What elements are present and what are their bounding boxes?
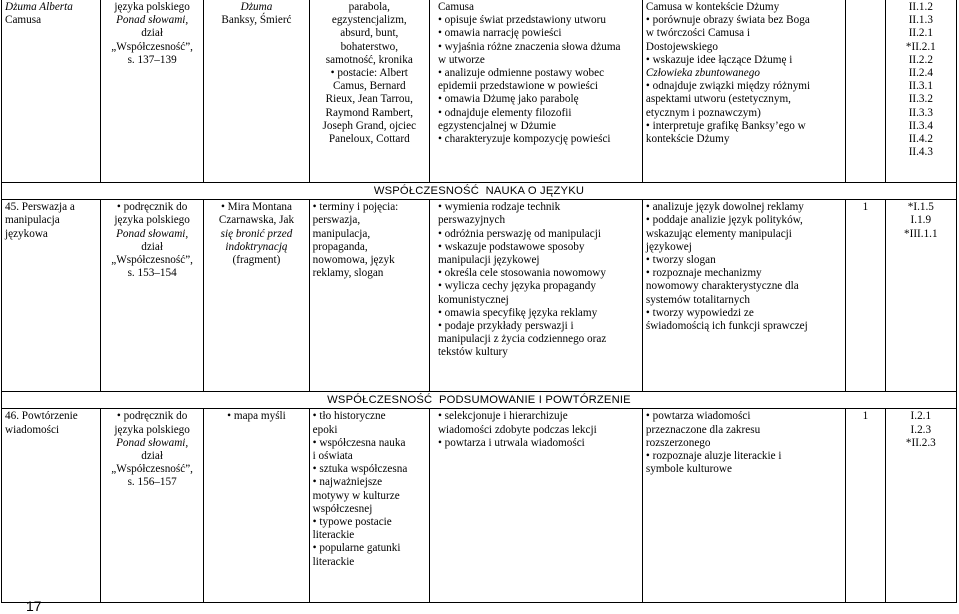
table-row (2, 200, 957, 392)
requirement-line: • omawia Dżumę jako parabolę (438, 93, 639, 106)
materials-line: • mapa myśli (207, 410, 305, 423)
materials-line: Dżuma (240, 1, 273, 13)
source-line: języka polskiego (114, 1, 190, 13)
requirement-line: • powtarza i utrwala wiadomości (438, 437, 639, 450)
terms-line: literackie (312, 529, 355, 542)
source-line: Ponad słowami, (116, 14, 189, 27)
requirement-line: wskazując elementy manipulacji (645, 227, 792, 240)
section-banner-row (2, 183, 957, 200)
requirement-line: świadomością ich funkcji sprawczej (645, 320, 808, 333)
requirement-line: manipulacji z życia codziennego oraz (437, 333, 607, 346)
lesson-title-cell (2, 409, 101, 603)
terms-line: Raymond Rambert, (325, 106, 414, 119)
requirement-line: • interpretuje grafikę Banksy’ego w (646, 120, 842, 133)
section-banner: WSPÓŁCZESNOŚĆ NAUKA O JĘZYKU (2, 183, 957, 200)
terms-line: manipulacja, (312, 227, 371, 240)
hours-cell: 1 (846, 200, 885, 392)
terms-line: reklamy, slogan (312, 267, 384, 280)
extended-requirements-cell (642, 0, 845, 183)
terms-line: • współczesna nauka (313, 437, 426, 450)
terms-line: • typowe postacie (313, 516, 426, 529)
requirement-line: nowomowy charakterystyczne dla (645, 280, 799, 293)
requirement-line: • wylicza cechy języka propagandy (438, 280, 639, 293)
source-line: • podręcznik do (104, 201, 200, 214)
source-line: • podręcznik do (104, 410, 200, 423)
materials-line: się bronić przed (220, 227, 293, 240)
code-line: II.2.4 (908, 67, 933, 80)
terms-line: Paneloux, Cottard (328, 133, 410, 146)
terms-line: • najważniejsze (313, 476, 426, 489)
hours-cell (846, 0, 885, 183)
requirement-line: • analizuje odmienne postawy wobec (438, 67, 639, 80)
requirement-line: systemów totalitarnych (645, 293, 750, 306)
basic-requirements-cell (429, 200, 642, 392)
materials-line: Czarnawska, Jak (218, 214, 295, 227)
code-line: II.4.3 (908, 146, 933, 159)
terms-line: absurd, bunt, (340, 27, 399, 40)
code-line: II.3.3 (908, 106, 933, 119)
requirement-line: • analizuje język dowolnej reklamy (646, 201, 842, 214)
terms-cell (309, 0, 429, 183)
terms-line: współczesnej (312, 502, 373, 515)
requirement-line: językowej (645, 240, 692, 253)
curriculum-table (1, 0, 957, 603)
code-line: II.3.2 (908, 93, 933, 106)
lesson-title-line: Camusa (5, 14, 42, 27)
requirement-line: • selekcjonuje i hierarchizuje (438, 410, 639, 423)
materials-cell (204, 409, 309, 603)
lesson-title-cell (2, 200, 101, 392)
requirement-line: kontekście Dżumy (645, 133, 730, 146)
source-cell (101, 409, 204, 603)
basic-requirements-cell (429, 409, 642, 603)
materials-line: indoktrynacją (225, 240, 288, 253)
terms-line: • popularne gatunki (313, 542, 426, 555)
section-banner-row (2, 392, 957, 409)
page-number: 17 (26, 598, 42, 614)
extended-requirements-cell (642, 409, 845, 603)
lesson-title-line: wiadomości (5, 423, 60, 436)
requirement-line: • wskazuje podstawowe sposoby (438, 241, 639, 254)
requirement-line: • wyjaśnia różne znaczenia słowa dżuma (438, 41, 639, 54)
source-line: dział (141, 240, 163, 253)
requirement-line: • charakteryzuje kompozycję powieści (438, 133, 639, 146)
terms-line: • terminy i pojęcia: (313, 201, 426, 214)
code-line: *III.1.1 (904, 227, 938, 240)
lesson-title-line: 46. Powtórzenie (5, 410, 78, 423)
basic-requirements-cell (429, 0, 642, 183)
lesson-title-line: Dżuma Alberta (5, 1, 73, 13)
requirement-line: • wskazuje idee łączące Dżumę i (646, 54, 842, 67)
source-line: języka polskiego (114, 423, 190, 436)
requirement-line: Camusa (437, 1, 474, 13)
source-line: s. 137–139 (127, 53, 177, 66)
lesson-title-line: językowa (5, 227, 48, 240)
requirement-line: aspektami utworu (estetycznym, (645, 93, 791, 106)
requirement-line: • wymienia rodzaje technik (438, 201, 639, 214)
terms-line: Camus, Bernard (332, 80, 406, 93)
requirement-line: • rozpoznaje mechanizmy (646, 267, 842, 280)
code-line: II.1.2 (908, 1, 933, 13)
terms-line: motywy w kulturze (312, 489, 400, 502)
requirement-line: w utworze (437, 53, 485, 66)
materials-cell (204, 0, 309, 183)
source-line: Ponad słowami, (116, 227, 189, 240)
requirement-line: • podaje przykłady perswazji i (438, 320, 639, 333)
requirement-line: • tworzy wypowiedzi ze (646, 307, 842, 320)
requirement-line: komunistycznej (437, 293, 509, 306)
curriculum-codes-cell (885, 0, 956, 183)
requirement-line: • omawia specyfikę języka reklamy (438, 307, 639, 320)
curriculum-codes-cell (885, 409, 956, 603)
lesson-title-line: 45. Perswazja a (5, 201, 75, 214)
materials-cell (204, 200, 309, 392)
code-line: II.1.3 (908, 14, 933, 27)
requirement-line: wiadomości zdobyte podczas lekcji (437, 423, 597, 436)
code-line: II.2.1 (908, 27, 933, 40)
terms-line: bohaterstwo, (340, 40, 399, 53)
requirement-line: • powtarza wiadomości (646, 410, 842, 423)
terms-line: samotność, kronika (325, 53, 413, 66)
requirement-line: • określa cele stosowania nowomowy (438, 267, 639, 280)
source-line: Ponad słowami, (116, 436, 189, 449)
materials-line: • Mira Montana (207, 201, 305, 214)
code-line: *II.2.3 (905, 436, 936, 449)
source-line: dział (141, 27, 163, 40)
code-line: II.3.4 (908, 119, 933, 132)
source-line: „Współczesność”, (111, 463, 193, 476)
terms-line: perswazja, (312, 214, 361, 227)
terms-line: literackie (312, 555, 355, 568)
source-line: „Współczesność”, (111, 254, 193, 267)
requirement-line: • rozpoznaje aluzje literackie i (646, 450, 842, 463)
requirement-line: manipulacji językowej (437, 254, 540, 267)
requirement-line: rozszerzonego (645, 436, 711, 449)
terms-cell (309, 200, 429, 392)
hours-cell: 1 (846, 409, 885, 603)
code-line: II.4.2 (908, 133, 933, 146)
requirement-line: • odnajduje związki między różnymi (646, 80, 842, 93)
terms-line: parabola, (348, 1, 390, 13)
requirement-line: egzystencjalnej w Dżumie (437, 119, 556, 132)
terms-line: i oświata (312, 450, 353, 463)
requirement-line: etycznym i poznawczym) (645, 106, 761, 119)
requirement-line: • odnajduje elementy filozofii (438, 107, 639, 120)
source-line: „Współczesność”, (111, 40, 193, 53)
table-row (2, 409, 957, 603)
source-cell (101, 200, 204, 392)
source-line: s. 156–157 (127, 476, 177, 489)
terms-line: • tło historyczne (313, 410, 426, 423)
code-line: II.3.1 (908, 80, 933, 93)
requirement-line: • odróżnia perswazję od manipulacji (438, 228, 639, 241)
curriculum-codes-cell (885, 200, 956, 392)
terms-cell (309, 409, 429, 603)
lesson-title-line: manipulacja (5, 214, 60, 227)
requirement-line: w twórczości Camusa i (645, 27, 750, 40)
requirement-line: • omawia narrację powieści (438, 27, 639, 40)
materials-line: (fragment) (232, 254, 281, 267)
code-line: *I.1.5 (907, 201, 934, 214)
table-row (2, 0, 957, 183)
lesson-title-cell (2, 0, 101, 183)
source-cell (101, 0, 204, 183)
terms-line: • postacie: Albert (313, 67, 426, 80)
requirement-line: • opisuje świat przedstawiony utworu (438, 14, 639, 27)
extended-requirements-cell (642, 200, 845, 392)
code-line: I.2.1 (910, 410, 932, 423)
code-line: II.2.2 (908, 53, 933, 66)
requirement-line: Człowieka zbuntowanego (645, 67, 760, 80)
terms-line: • sztuka współczesna (313, 463, 426, 476)
terms-line: egzystencjalizm, (331, 14, 407, 27)
requirement-line: epidemii przedstawione w powieści (437, 80, 598, 93)
requirement-line: • poddaje analizie język polityków, (646, 214, 842, 227)
source-line: s. 153–154 (127, 267, 177, 280)
section-banner: WSPÓŁCZESNOŚĆ PODSUMOWANIE I POWTÓRZENIE (2, 392, 957, 409)
code-line: *II.2.1 (905, 40, 936, 53)
terms-line: Rieux, Jean Tarrou, (325, 93, 413, 106)
terms-line: Joseph Grand, ojciec (322, 119, 417, 132)
code-line: I.1.9 (910, 214, 932, 227)
requirement-line: symbole kulturowe (645, 463, 732, 476)
materials-line: Banksy, Śmierć (221, 14, 292, 27)
requirement-line: tekstów kultury (437, 346, 508, 359)
code-line: I.2.3 (910, 423, 932, 436)
requirement-line: Dostojewskiego (645, 40, 718, 53)
terms-line: nowomowa, język (312, 254, 395, 267)
terms-line: epoki (312, 423, 338, 436)
source-line: dział (141, 450, 163, 463)
requirement-line: • tworzy slogan (646, 254, 842, 267)
requirement-line: • porównuje obrazy świata bez Boga (646, 14, 842, 27)
requirement-line: przeznaczone dla zakresu (645, 423, 761, 436)
source-line: języka polskiego (114, 214, 190, 227)
requirement-line: perswazyjnych (437, 214, 506, 227)
requirement-line: Camusa w kontekście Dżumy (645, 1, 780, 13)
terms-line: propaganda, (312, 240, 368, 253)
